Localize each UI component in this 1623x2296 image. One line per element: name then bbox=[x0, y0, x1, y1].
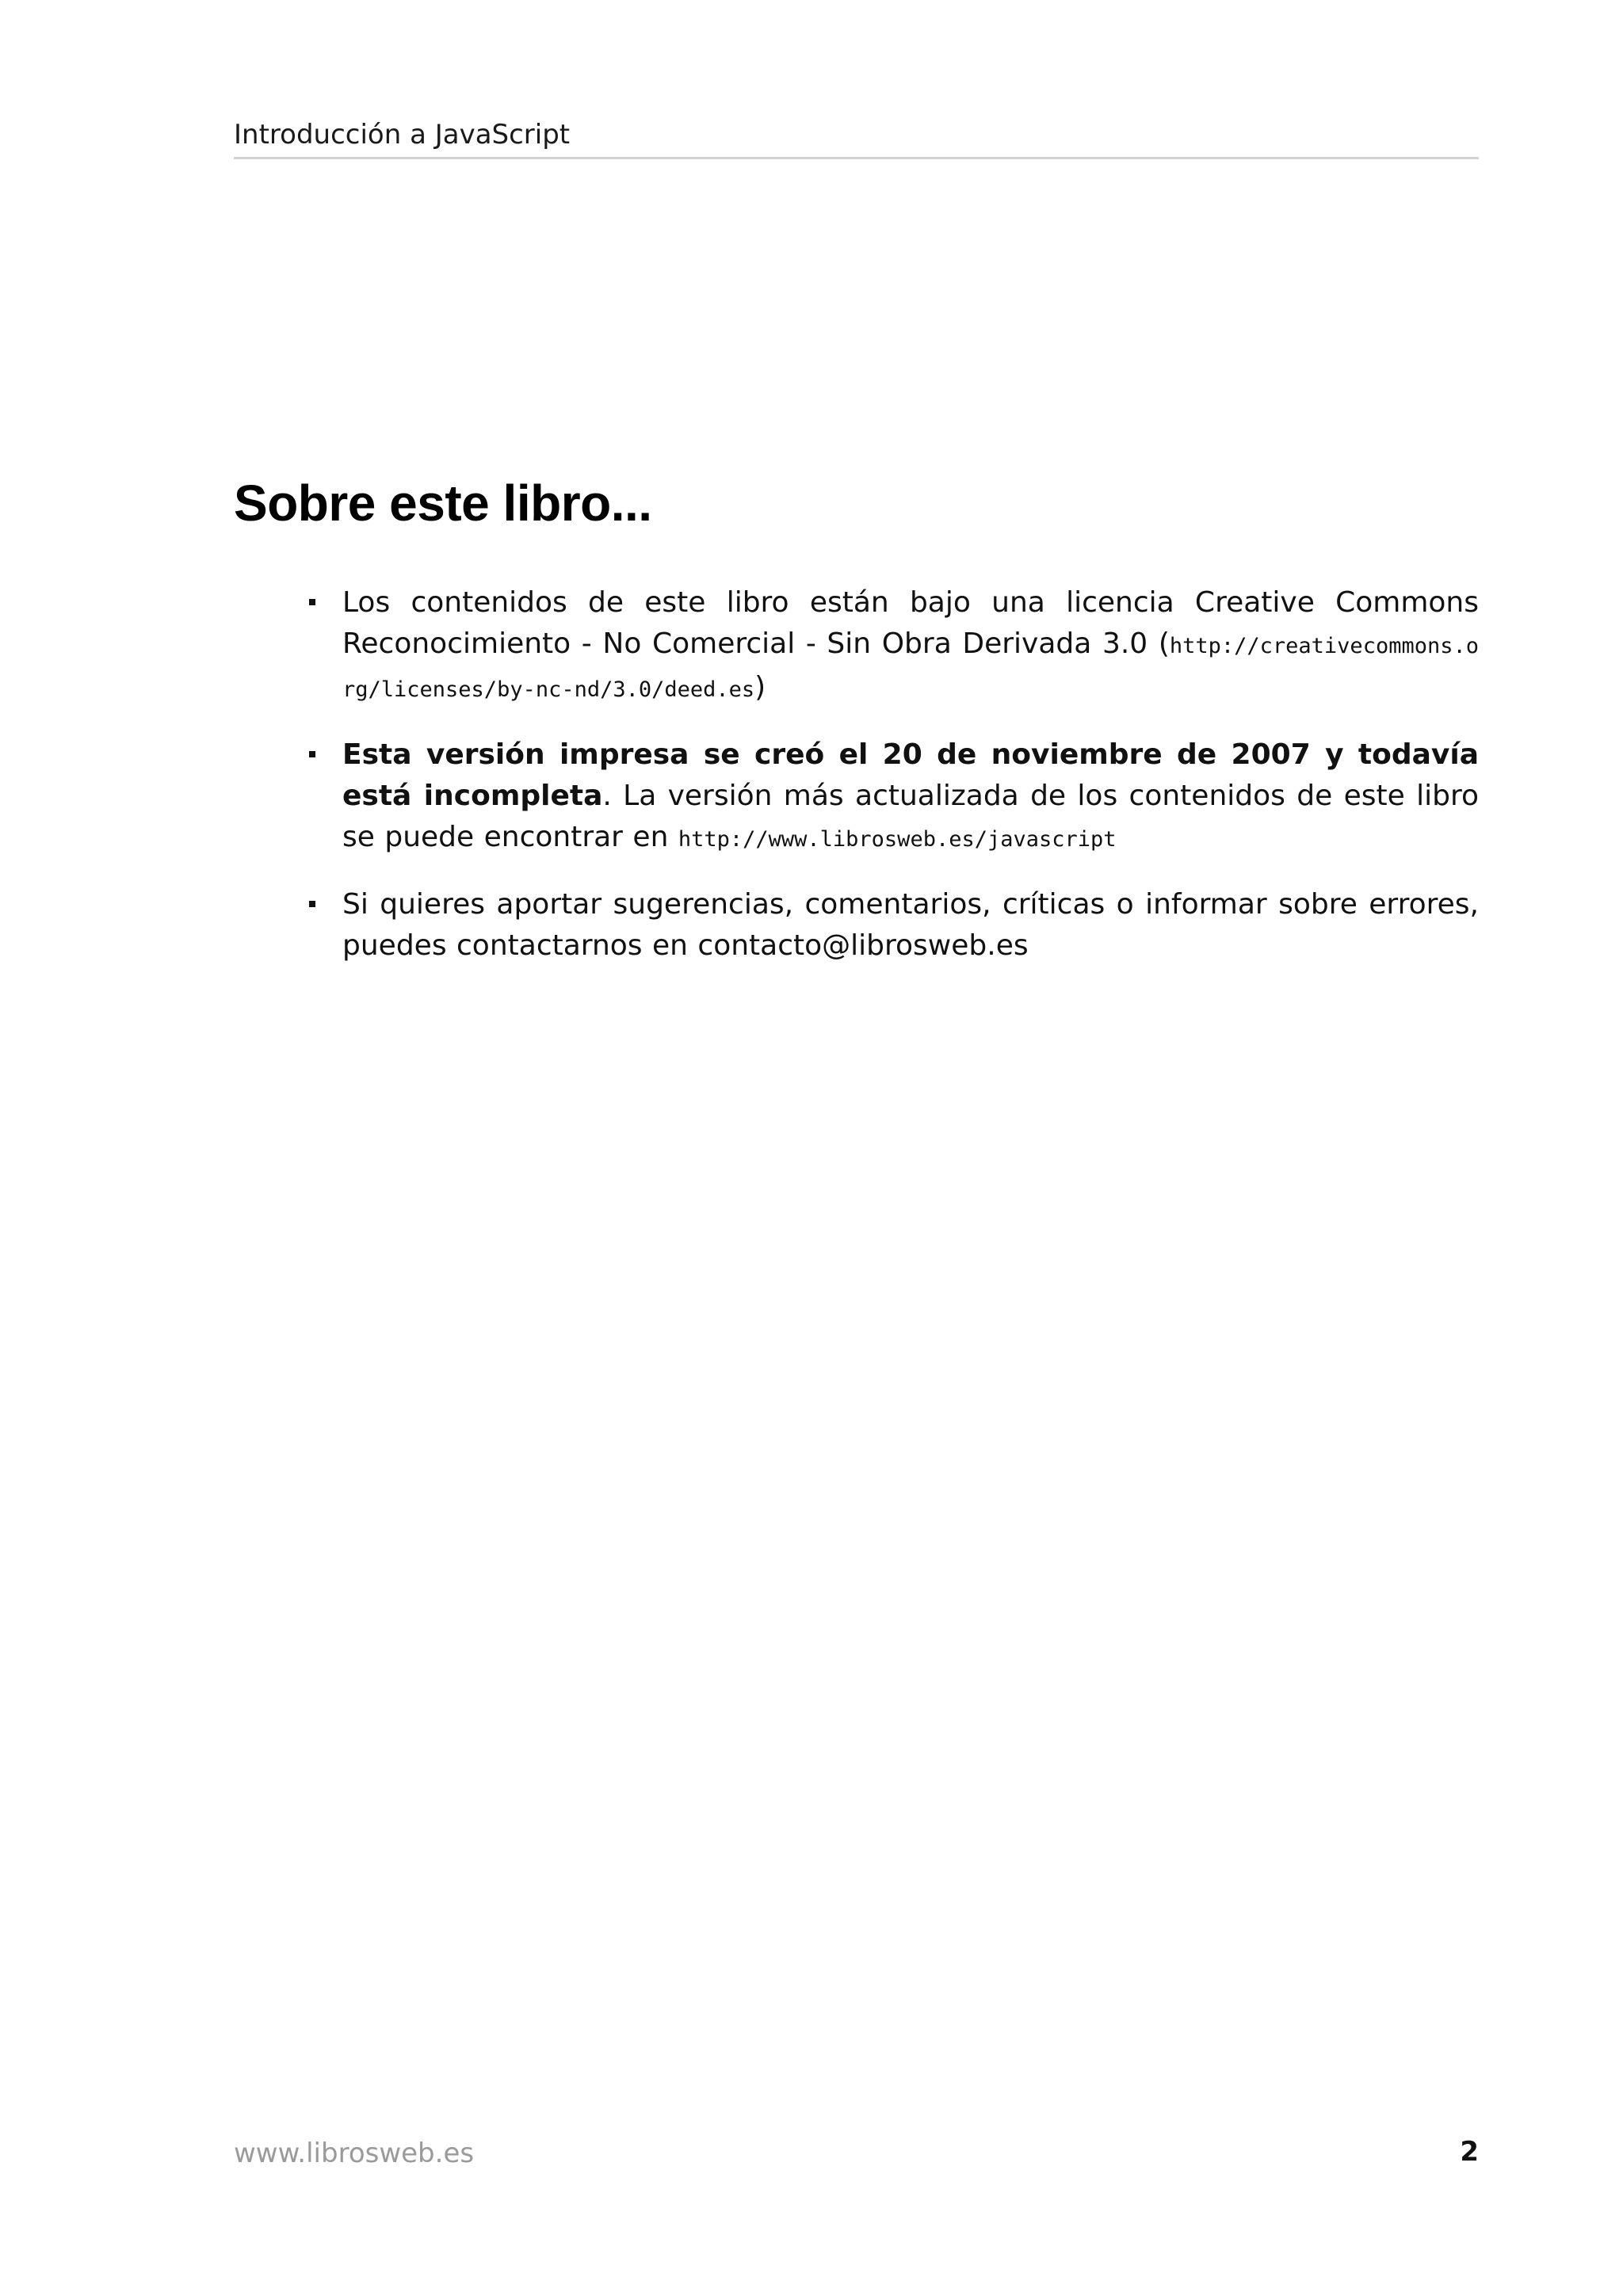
running-header bbox=[234, 119, 1479, 159]
note-license-close: ) bbox=[754, 671, 766, 704]
note-version-text: . La versión más actualizada de los contenidos de este libro se puede encontrar en bbox=[342, 780, 1479, 853]
page-number: 2 bbox=[1460, 2136, 1479, 2168]
note-license bbox=[309, 582, 1479, 711]
note-version-bold: Esta versión impresa se creó el 20 de noviembre de 2007 y todavía está incompleta bbox=[342, 738, 1479, 812]
book-url[interactable]: http://www.librosweb.es/javascript bbox=[678, 827, 1117, 852]
bullet-icon bbox=[309, 599, 315, 605]
footer-site: www.librosweb.es bbox=[234, 2138, 475, 2169]
notes-list bbox=[309, 582, 1479, 990]
note-contact bbox=[309, 884, 1479, 967]
note-version bbox=[309, 734, 1479, 860]
section-title: Sobre este libro... bbox=[234, 475, 652, 532]
license-url[interactable]: http://creativecommons.org/licenses/by-nc-nd/3.0/deed.es bbox=[342, 634, 1479, 702]
bullet-icon bbox=[309, 901, 315, 907]
note-license-text: Los contenidos de este libro están bajo una licencia Creative Commons Reconocimiento - No Comercial - Sin Obra Derivada 3.0 ( bbox=[342, 586, 1479, 660]
bullet-icon bbox=[309, 751, 315, 757]
note-contact-text: Si quieres aportar sugerencias, comentarios, críticas o informar sobre errores, puedes contactarnos en contacto@librosweb.es bbox=[342, 888, 1479, 962]
running-header-title: Introducción a JavaScript bbox=[234, 119, 571, 151]
